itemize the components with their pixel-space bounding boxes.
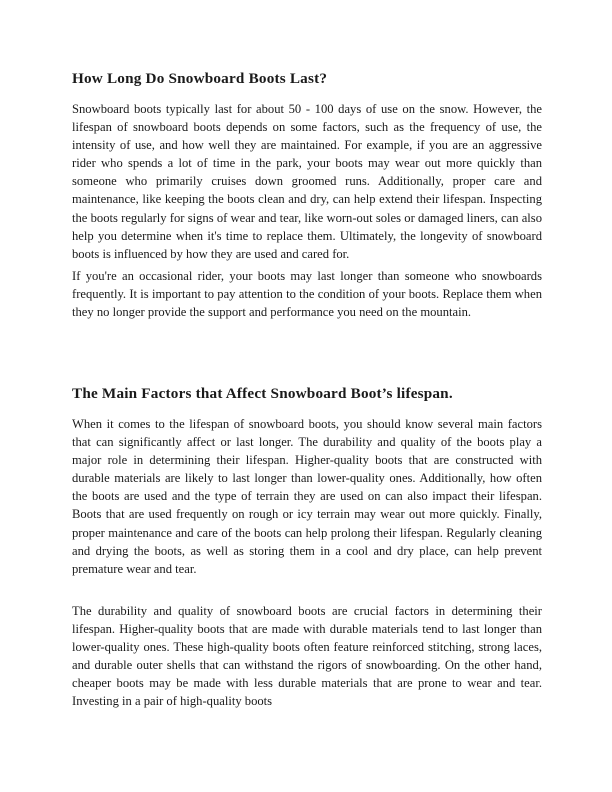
body-paragraph: The durability and quality of snowboard boots are crucial factors in determining their lifespan. Higher-quality boots that are made with durable materials tend to last longer than lower-quality ones. These high-quality boots often feature reinforced stitching, strong laces, and durable outer shells that can withstand the rigors of snowboarding. On the other hand, cheaper boots may be made with less durable materials that are prone to wear and tear. Investing in a pair of high-quality boots (72, 604, 542, 709)
section-durability (72, 602, 542, 715)
section-boot-lifespan (72, 70, 542, 321)
body-paragraph: If you're an occasional rider, your boots may last longer than someone who snowboards frequently. It is important to pay attention to the condition of your boots. Replace them when they no longer provide the support and performance you need on the mountain. (72, 268, 542, 320)
section-heading: The Main Factors that Affect Snowboard Boot’s lifespan. (72, 385, 453, 402)
body-paragraph: Snowboard boots typically last for about 50 - 100 days of use on the snow. However, the lifespan of snowboard boots depends on some factors, such as the frequency of use, the intensity of use, and how well they are maintained. For example, if you are an aggressive rider who spends a lot of time in the park, your boots may wear out more quickly than someone who primarily cruises down groomed runs. Additionally, proper care and maintenance, like keeping the boots clean and dry, can help extend their lifespan. Inspecting the boots regularly for signs of wear and tear, like worn-out soles or damaged liners, can also help you determine when it's time to replace them. Ultimately, the longevity of snowboard boots is influenced by how they are used and cared for. (72, 102, 542, 261)
section-main-factors (72, 385, 542, 582)
body-paragraph: When it comes to the lifespan of snowboard boots, you should know several main factors that can significantly affect or last longer. The durability and quality of the boots play a major role in determining their lifespan. Higher-quality boots that are constructed with durable materials are likely to last longer than lower-quality ones. Additionally, how often the boots are used and the type of terrain they are used on can also impact their lifespan. Boots that are used frequently on rough or icy terrain may wear out more quickly. Finally, proper maintenance and care of the boots can help prolong their lifespan. Regularly cleaning and drying the boots, as well as storing them in a cool and dry place, can help prevent premature wear and tear. (72, 417, 542, 576)
section-heading: How Long Do Snowboard Boots Last? (72, 70, 328, 87)
